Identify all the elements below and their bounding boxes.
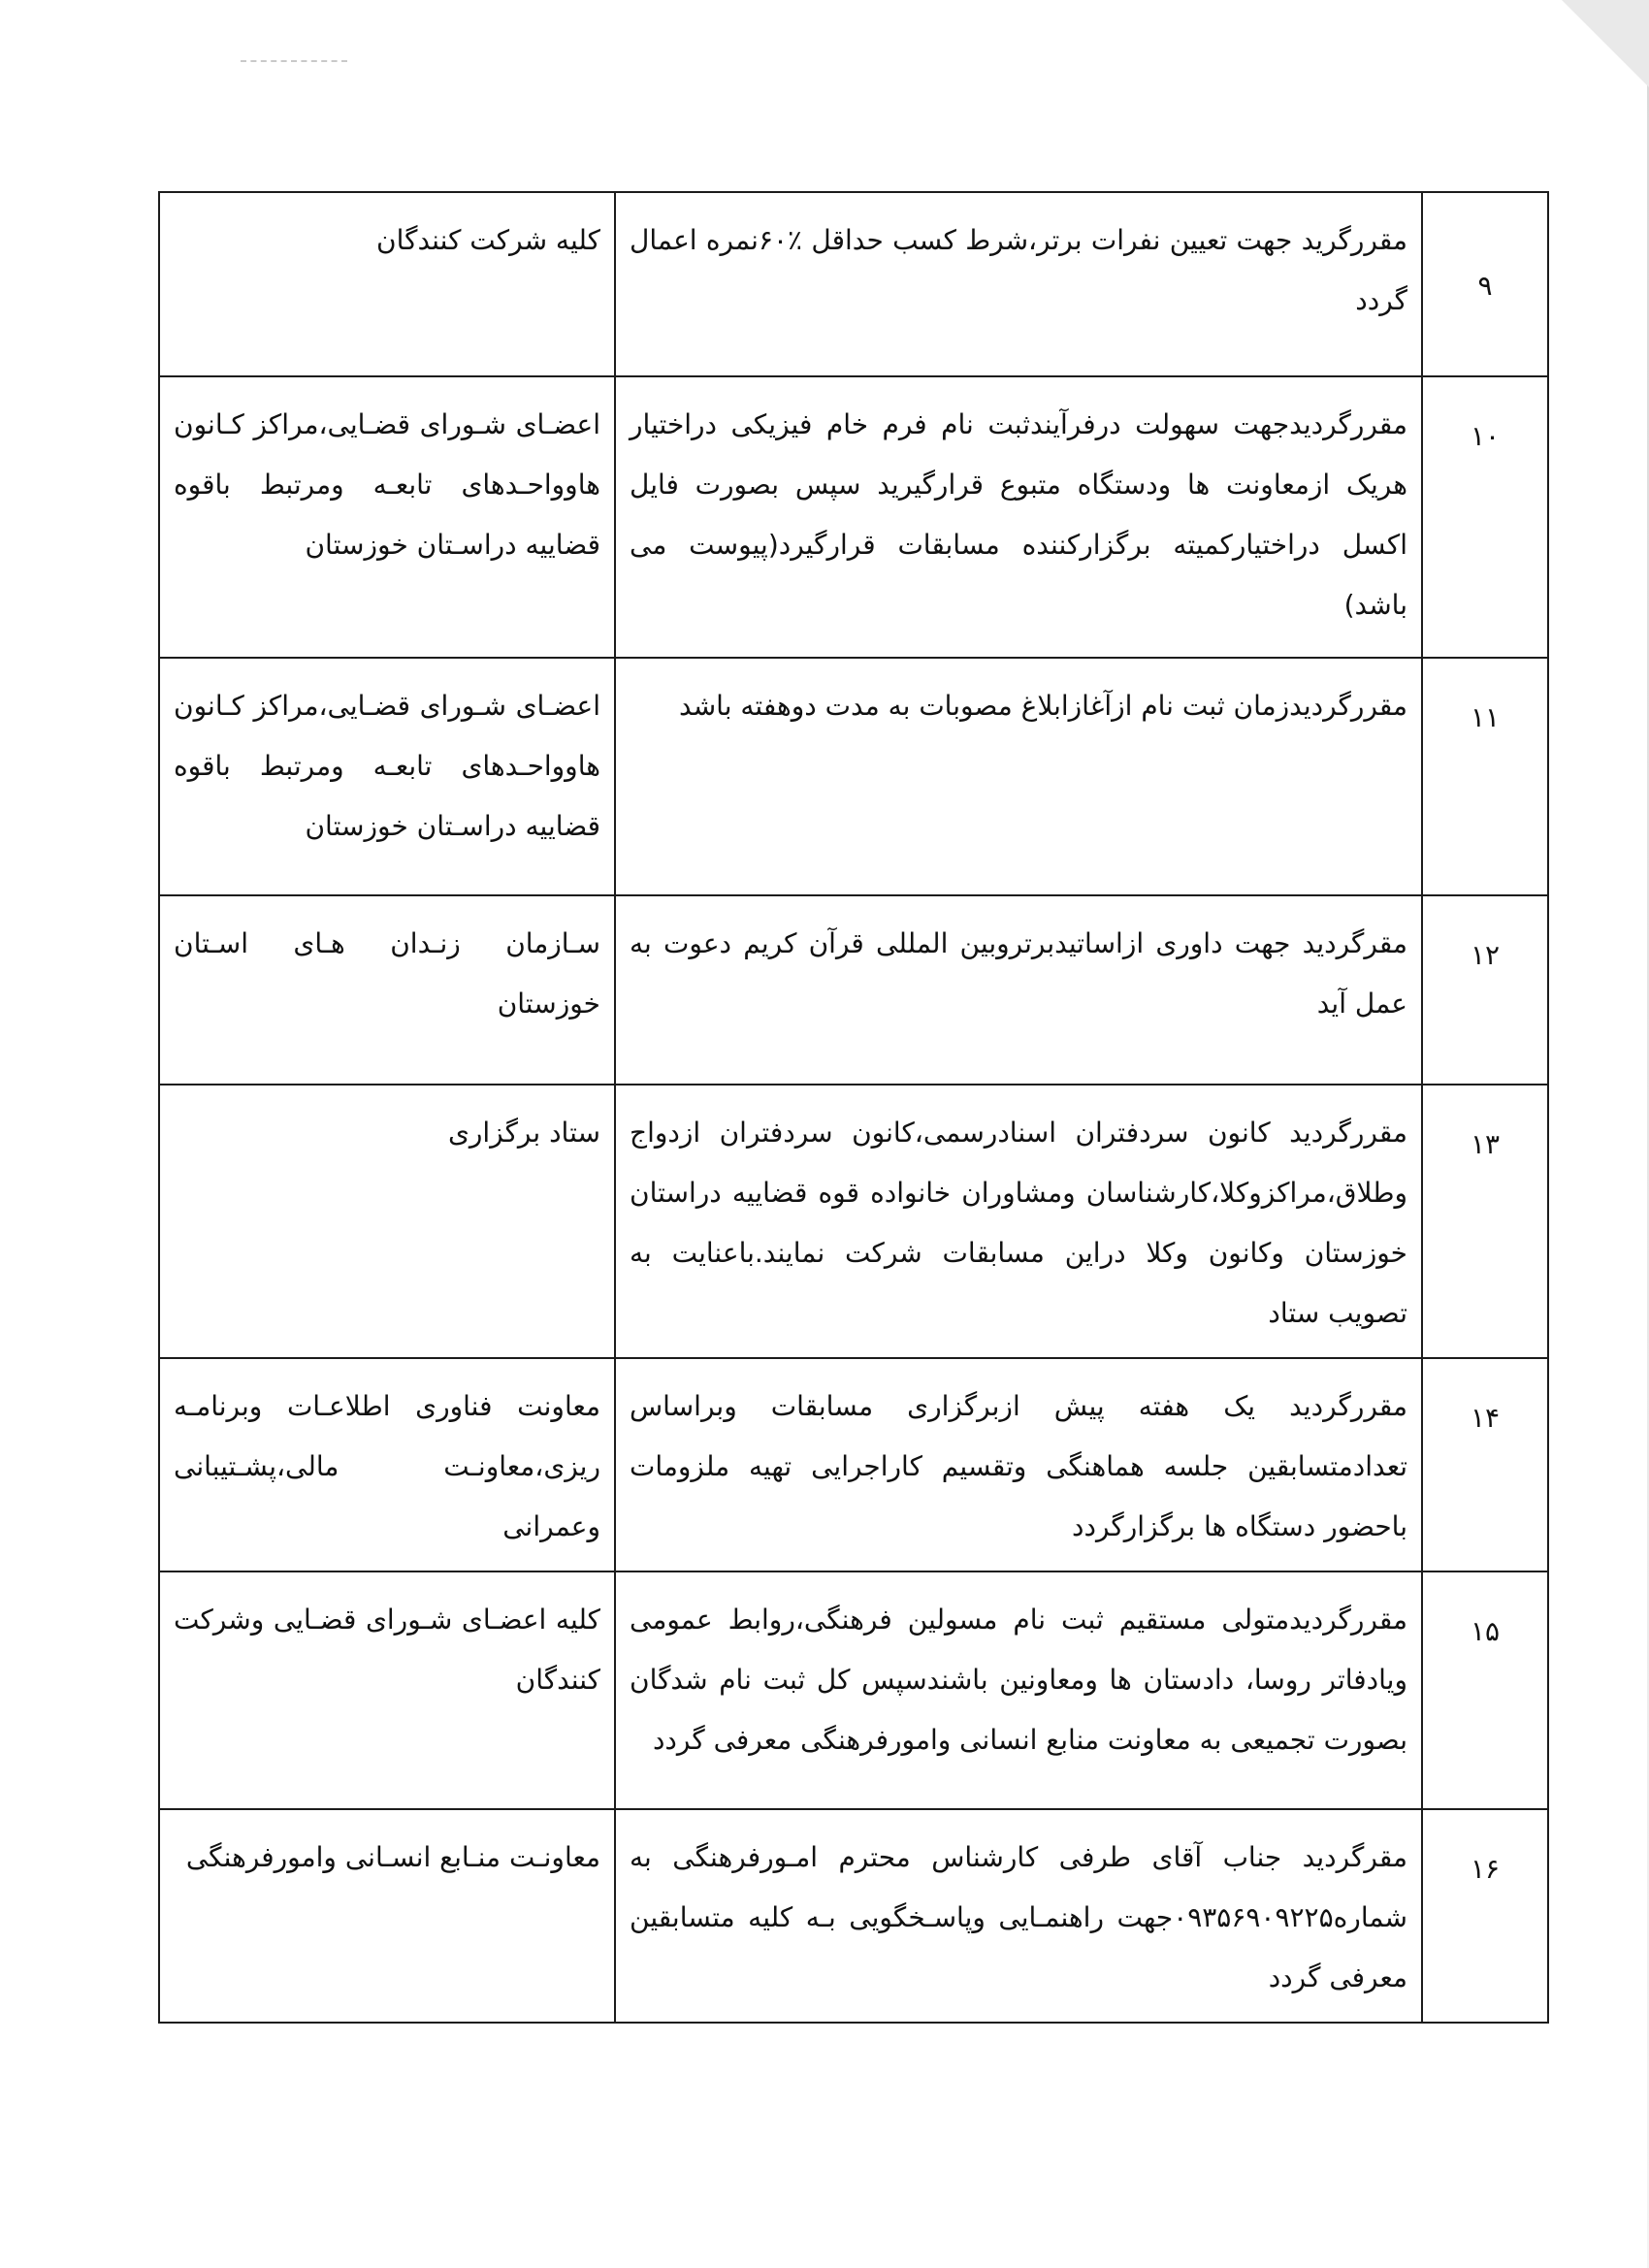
decision-text: مقرگردید جهت داوری ازاساتیدبرتروبین المللی قرآن کریم دعوت به عمل آید [615,895,1422,1085]
row-number: ۱۳ [1422,1085,1548,1358]
minutes-table [158,191,1549,2024]
decision-text: مقرگردید جناب آقای طرفی کارشناس محترم امـورفرهنگی به شماره۰۹۳۵۶۹۰۹۲۲۵جهت راهنمـایی وپاسـخگویی بـه کلیه متسابقین معرفی گردد [615,1809,1422,2023]
row-number: ۱۱ [1422,658,1548,895]
decision-text: مقررگرید جهت تعیین نفرات برتر،شرط کسب حداقل ٪۶۰نمره اعمال گردد [615,192,1422,376]
responsible-party: کلیه شرکت کنندگان [159,192,615,376]
responsible-party: کلیه اعضـای شـورای قضـایی وشرکت کنندگان [159,1571,615,1809]
table-row [159,1358,1548,1571]
responsible-party: اعضـای شـورای قضـایی،مراکز کـانون هاوواحـدهای تابعـه ومرتبط باقوه قضاییه دراسـتان خوزستان [159,658,615,895]
decision-text: مقررگردید کانون سردفتران اسنادرسمی،کانون سردفتران ازدواج وطلاق،مراکزوکلا،کارشناسان ومشاوران خانواده قوه قضاییه دراستان خوزستان وکانون وکلا دراین مسابقات شرکت نمایند.باعنایت به تصویب ستاد [615,1085,1422,1358]
row-number: ۱۰ [1422,376,1548,658]
decision-text: مقررگردید یک هفته پیش ازبرگزاری مسابقات وبراساس تعدادمتسابقین جلسه هماهنگی وتقسیم کاراجرایی تهیه ملزومات باحضور دستگاه ها برگزارگردد [615,1358,1422,1571]
decision-text: مقررگردیدزمان ثبت نام ازآغازابلاغ مصوبات به مدت دوهفته باشد [615,658,1422,895]
responsible-party: معاونت فناوری اطلاعـات وبرنامـه ریزی،معاونـت مالی،پشـتیبانی وعمرانی [159,1358,615,1571]
table-row [159,192,1548,376]
table-row [159,658,1548,895]
row-number: ۱۴ [1422,1358,1548,1571]
table-row [159,376,1548,658]
row-number: ۱۲ [1422,895,1548,1085]
decision-text: مقررگردیدمتولی مستقیم ثبت نام مسولین فرهنگی،روابط عمومی ویادفاتر روسا، دادستان ها ومعاونین باشندسپس کل ثبت نام شدگان بصورت تجمیعی به معاونت منابع انسانی وامورفرهنگی معرفی گردد [615,1571,1422,1809]
responsible-party: اعضـای شـورای قضـایی،مراکز کـانون هاوواحـدهای تابعـه ومرتبط باقوه قضاییه دراسـتان خوزستان [159,376,615,658]
row-number: ۱۵ [1422,1571,1548,1809]
row-number: ۱۶ [1422,1809,1548,2023]
row-number: ۹ [1422,192,1548,376]
scan-mark [241,60,347,68]
table-row [159,1571,1548,1809]
folded-corner [1562,0,1649,87]
responsible-party: سـازمان زنـدان هـای اسـتان خوزستان [159,895,615,1085]
responsible-party: معاونـت منـابع انسـانی وامورفرهنگی [159,1809,615,2023]
table-row [159,1085,1548,1358]
table-row [159,895,1548,1085]
responsible-party: ستاد برگزاری [159,1085,615,1358]
decision-text: مقررگردیدجهت سهولت درفرآیندثبت نام فرم خام فیزیکی دراختیار هریک ازمعاونت ها ودستگاه متبوع قرارگیرید سپس بصورت فایل اکسل دراختیارکمیته برگزارکننده مسابقات قرارگیرد(پیوست می باشد) [615,376,1422,658]
table-row [159,1809,1548,2023]
